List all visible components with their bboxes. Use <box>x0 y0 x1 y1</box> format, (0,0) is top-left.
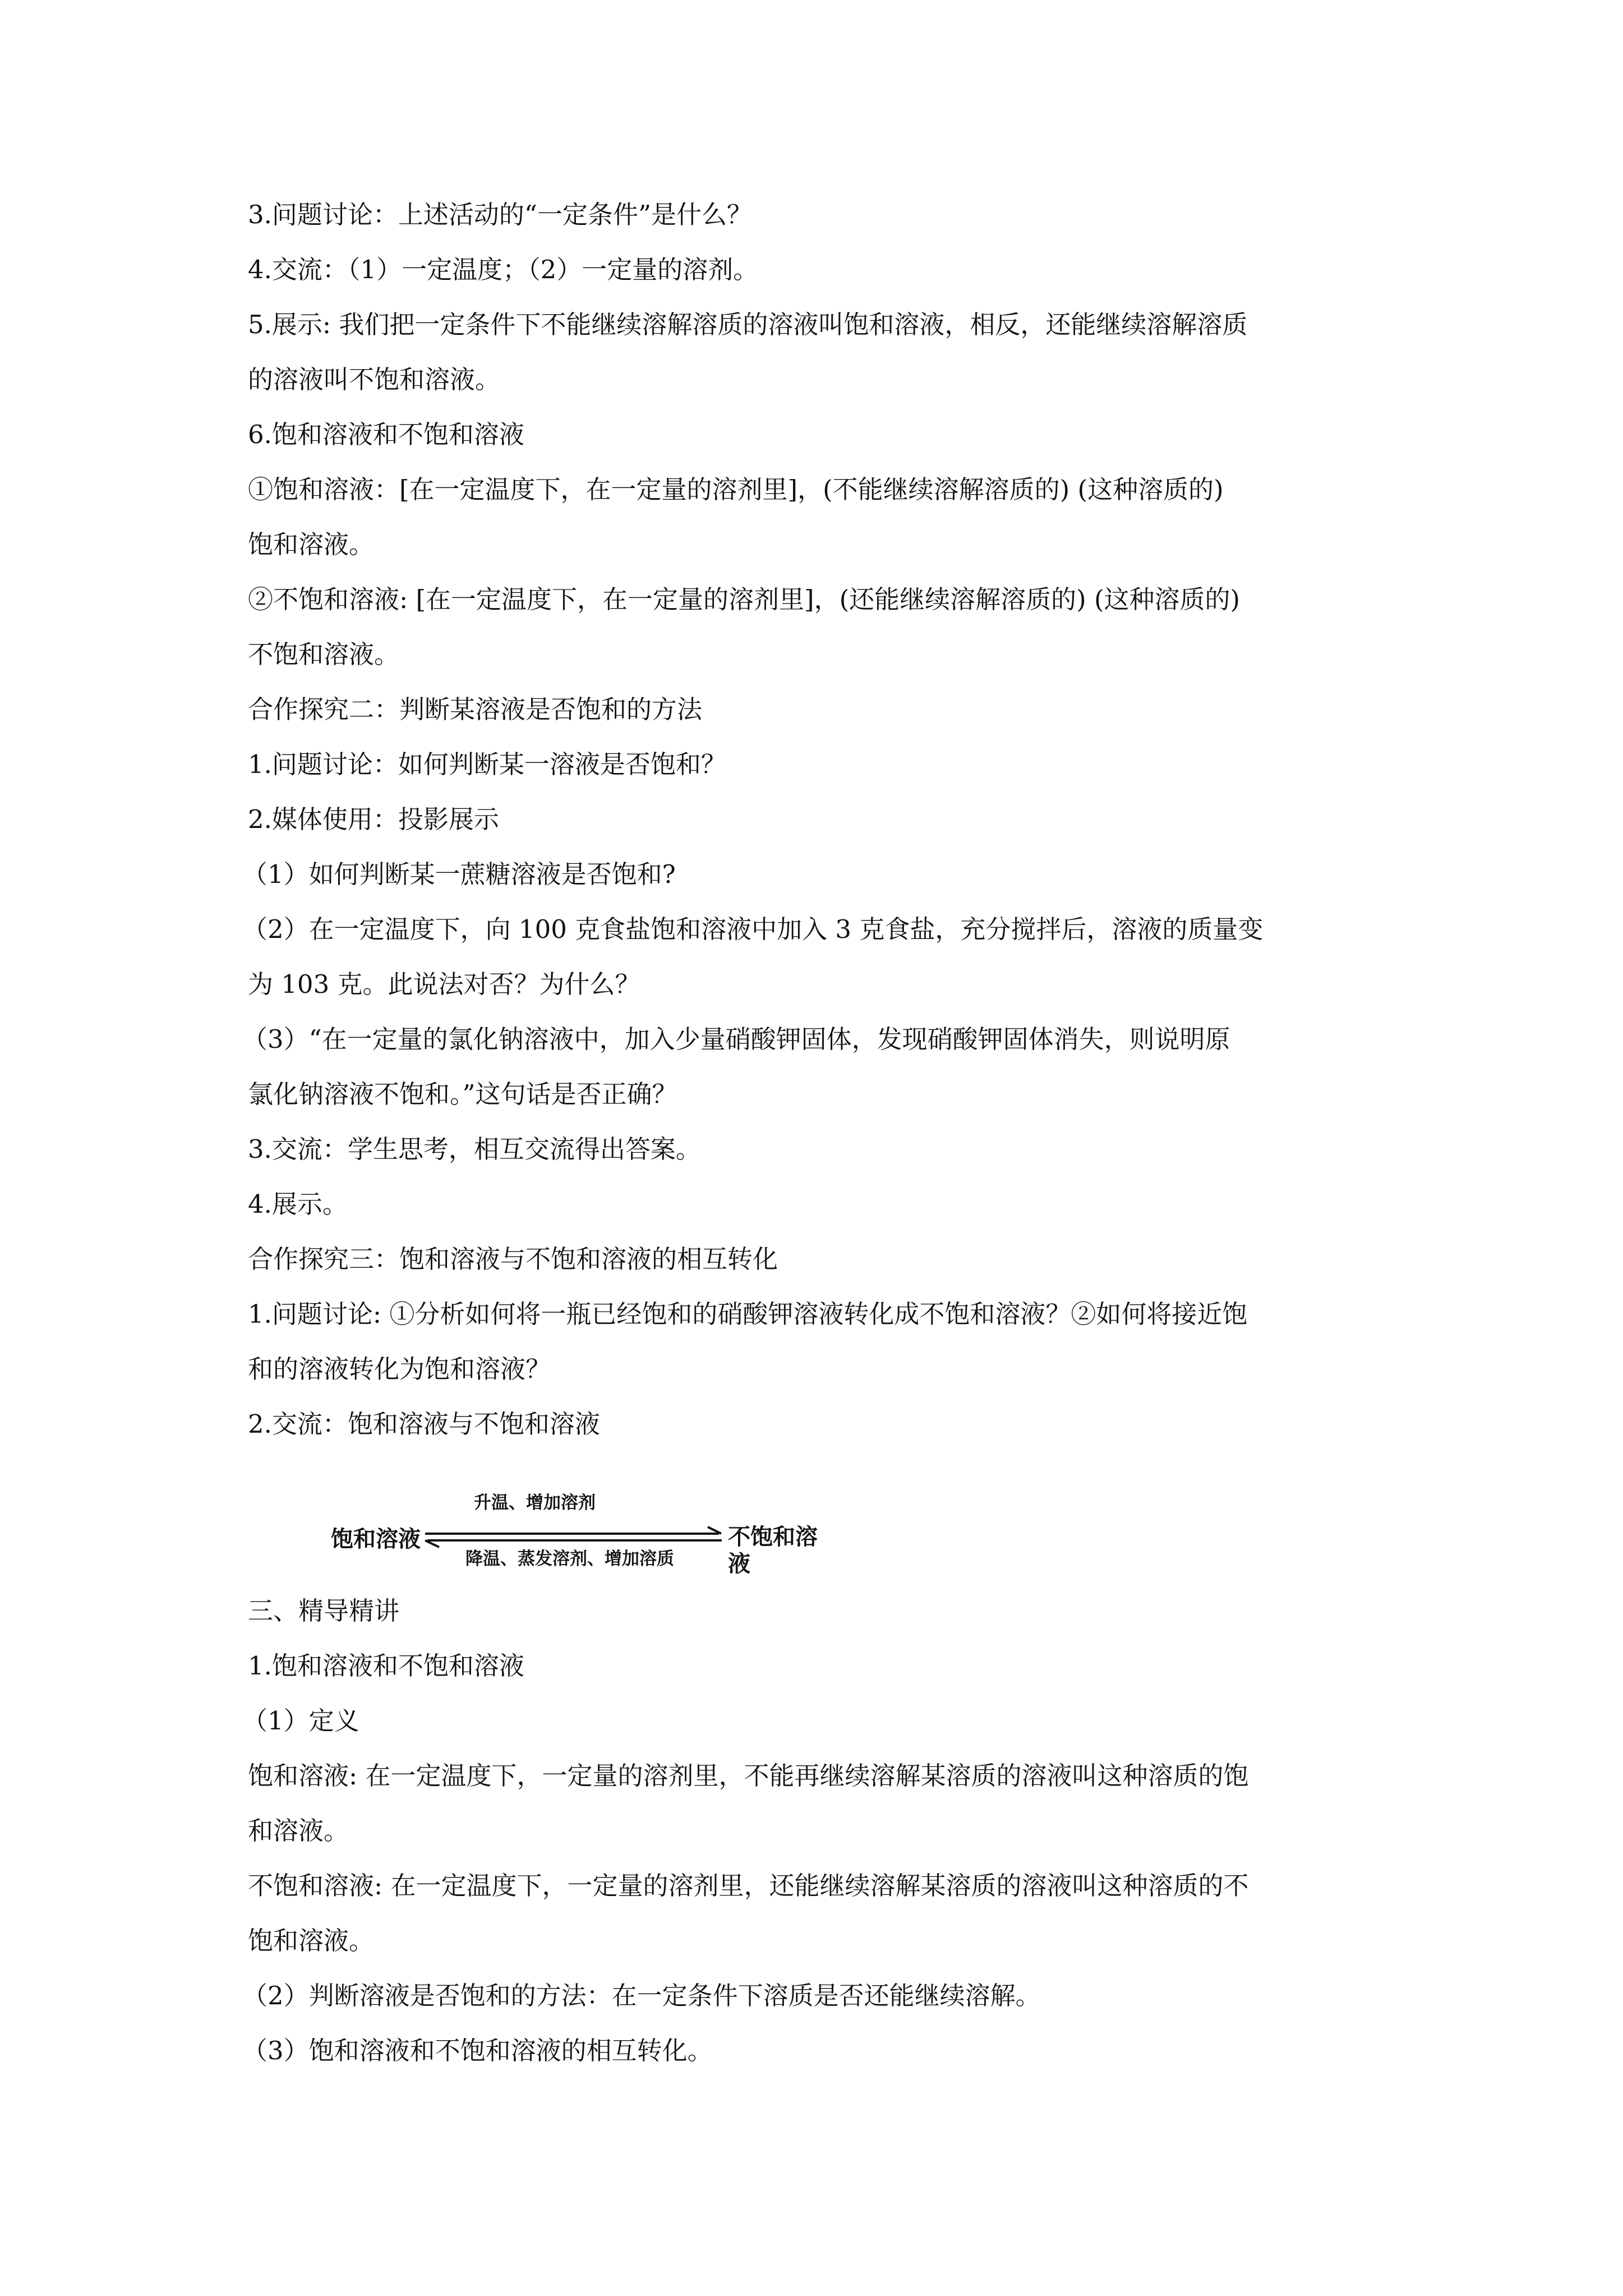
section-heading: 三、精导精讲 <box>248 1596 400 1626</box>
text-line: 1.问题讨论：如何判断某一溶液是否饱和？ <box>248 749 726 779</box>
text-line: （2）判断溶液是否饱和的方法：在一定条件下溶质是否还能继续溶解。 <box>242 1981 1041 2010</box>
double-arrow-icon <box>421 1524 726 1552</box>
text-line: （1）如何判断某一蔗糖溶液是否饱和? <box>242 859 676 889</box>
text-line: （3）“在一定量的氯化钠溶液中，加入少量硝酸钾固体，发现硝酸钾固体消失，则说明原 <box>242 1024 1230 1054</box>
text-line: 2.交流：饱和溶液与不饱和溶液 <box>248 1409 600 1439</box>
text-line: 为 103 克。此说法对否？为什么？ <box>248 969 640 999</box>
text-line: 2.媒体使用：投影展示 <box>248 804 499 834</box>
text-line: 饱和溶液。 <box>248 530 375 559</box>
text-line: 不饱和溶液。 <box>248 639 400 669</box>
text-line: ①饱和溶液：[在一定温度下，在一定量的溶剂里]，(不能继续溶解溶质的) (这种溶质的) <box>248 475 1224 504</box>
text-line: 4.交流：（1）一定温度；（2）一定量的溶剂。 <box>248 255 759 284</box>
diagram-unsaturated-label: 不饱和溶液 <box>728 1524 818 1577</box>
text-line: 4.展示。 <box>248 1189 348 1219</box>
text-line: 饱和溶液。 <box>248 1926 375 1955</box>
text-line: 3.问题讨论：上述活动的“一定条件”是什么？ <box>248 200 752 229</box>
diagram-reverse-condition: 降温、蒸发溶剂、增加溶质 <box>465 1549 674 1569</box>
section-heading: 合作探究二：判断某溶液是否饱和的方法 <box>248 694 703 724</box>
text-line: （1）定义 <box>242 1706 359 1736</box>
diagram-forward-condition: 升温、增加溶剂 <box>474 1493 596 1513</box>
conversion-diagram <box>331 1492 836 1576</box>
section-heading: 合作探究三：饱和溶液与不饱和溶液的相互转化 <box>248 1244 778 1274</box>
text-line: 的溶液叫不饱和溶液。 <box>248 365 501 394</box>
text-line: 1.饱和溶液和不饱和溶液 <box>248 1651 524 1681</box>
text-line: （3）饱和溶液和不饱和溶液的相互转化。 <box>242 2036 713 2065</box>
text-line: 和溶液。 <box>248 1816 349 1846</box>
text-line: 氯化钠溶液不饱和。”这句话是否正确？ <box>248 1079 677 1109</box>
text-line: 5.展示: 我们把一定条件下不能继续溶解溶质的溶液叫饱和溶液，相反，还能继续溶解溶质 <box>248 310 1248 339</box>
text-line: 3.交流：学生思考，相互交流得出答案。 <box>248 1134 701 1164</box>
text-line: 不饱和溶液: 在一定温度下，一定量的溶剂里，还能继续溶解某溶质的溶液叫这种溶质的不 <box>248 1871 1249 1901</box>
text-line: 1.问题讨论: ①分析如何将一瓶已经饱和的硝酸钾溶液转化成不饱和溶液？②如何将接近饱 <box>248 1299 1248 1329</box>
text-line: ②不饱和溶液: [在一定温度下，在一定量的溶剂里]，(还能继续溶解溶质的) (这种溶质的) <box>248 585 1241 614</box>
diagram-saturated-label: 饱和溶液 <box>331 1526 421 1552</box>
text-line: （2）在一定温度下，向 100 克食盐饱和溶液中加入 3 克食盐，充分搅拌后，溶液的质量变 <box>242 914 1264 944</box>
text-line: 和的溶液转化为饱和溶液？ <box>248 1354 551 1384</box>
text-line: 6.饱和溶液和不饱和溶液 <box>248 420 524 449</box>
text-line: 饱和溶液: 在一定温度下，一定量的溶剂里，不能再继续溶解某溶质的溶液叫这种溶质的饱 <box>248 1761 1249 1791</box>
